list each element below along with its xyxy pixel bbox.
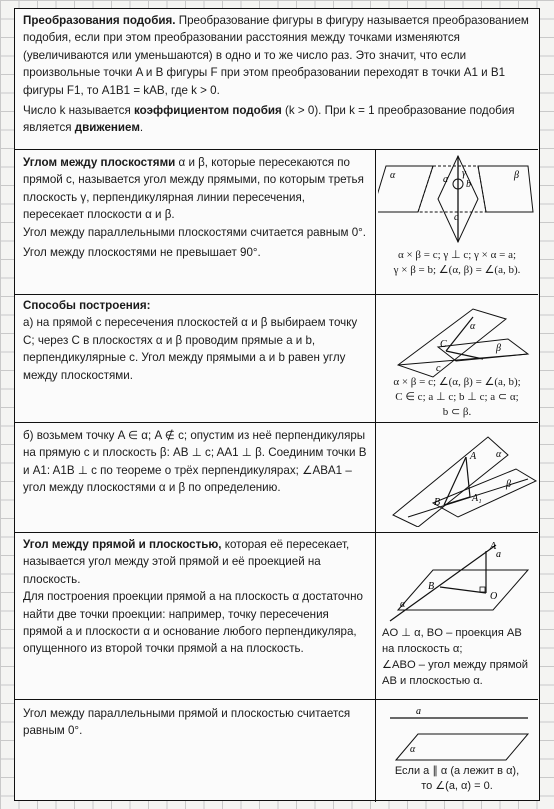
reference-card bbox=[14, 8, 540, 801]
svg-text:a: a bbox=[416, 706, 421, 717]
svg-text:c: c bbox=[454, 212, 459, 223]
planes-text bbox=[23, 154, 368, 261]
planes-diagram bbox=[378, 154, 538, 249]
svg-text:α: α bbox=[470, 321, 476, 332]
construction-a-caption-line1: α × β = c; ∠(α, β) = ∠(a, b); bbox=[393, 376, 521, 388]
parallel-body: Угол между параллельными прямой и плоскостью считается равным 0°. bbox=[23, 707, 351, 738]
construction-a-text bbox=[23, 297, 371, 384]
svg-text:a: a bbox=[496, 549, 501, 560]
planes-definition bbox=[23, 154, 368, 224]
construction-b-figure bbox=[375, 423, 538, 533]
line-plane-caption-line1: AO ⊥ α, BO – проекция AB на плоскость α; bbox=[382, 627, 522, 655]
svg-text:γ: γ bbox=[462, 168, 466, 179]
line-plane-definition bbox=[23, 536, 371, 588]
svg-text:B: B bbox=[434, 497, 441, 508]
svg-text:A: A bbox=[470, 451, 477, 462]
svg-text:α: α bbox=[496, 449, 502, 460]
planes-title: Углом между плоскостями bbox=[23, 156, 176, 169]
parallel-figure bbox=[375, 700, 538, 802]
section-construction-b bbox=[15, 422, 538, 532]
svg-text:β: β bbox=[514, 170, 519, 181]
svg-text:O: O bbox=[490, 591, 498, 602]
coef-text-a: Число k называется bbox=[23, 104, 131, 118]
construction-a-figure bbox=[375, 295, 538, 423]
section-angle-between-planes bbox=[15, 149, 538, 294]
section-construction-a bbox=[15, 294, 538, 422]
svg-text:A₁: A₁ bbox=[472, 493, 482, 504]
construction-b-diagram bbox=[378, 427, 538, 527]
planes-parallel-note: Угол между параллельными плоскостями считается равным 0°. bbox=[23, 225, 367, 239]
planes-body: α и β, которые пересекаются по прямой c, называется угол между прямыми, по которым третья плоскость γ, перпендикулярная линии пересечения, пересекает плоскости α и β. bbox=[23, 156, 364, 222]
similarity-text bbox=[23, 12, 531, 137]
parallel-caption bbox=[378, 764, 536, 794]
line-plane-caption bbox=[382, 625, 532, 689]
planes-caption-line1: α × β = c; γ ⊥ c; γ × α = a; bbox=[397, 249, 517, 261]
construction-a-caption-line3: b ⊂ β. bbox=[442, 406, 472, 418]
svg-text:β: β bbox=[506, 479, 511, 490]
similarity-body: Преобразование фигуры в фигуру называется преобразованием подобия, если при этом преобразовании расстояния между точками изменяются (увеличиваются или уменьшаются) в одно и то же число раз. Это значит, что если произвольные точки A и B фигуры F при этом преобразовании переходят в точки A1 и B1 фигуры F1, то A1B1 = kAB, где k > 0. bbox=[23, 14, 529, 97]
parallel-caption-line1: Если a ∥ α (a лежит в α), bbox=[394, 765, 520, 777]
section-parallel-line-plane bbox=[15, 699, 538, 801]
coef-end: . bbox=[139, 121, 144, 135]
planes-figure bbox=[375, 150, 538, 295]
coef-text-b: (k > 0). При k = 1 преобразование подобия является bbox=[23, 104, 515, 135]
line-plane-diagram bbox=[378, 535, 538, 625]
line-plane-title: Угол между прямой и плоскостью, bbox=[23, 538, 222, 551]
construction-b-text bbox=[23, 427, 371, 497]
planes-caption bbox=[378, 248, 536, 278]
svg-text:α: α bbox=[410, 744, 416, 755]
line-plane-text bbox=[23, 536, 371, 658]
construction-a-caption-line2: C ∈ c; a ⊥ c; b ⊥ c; a ⊂ α; bbox=[395, 391, 519, 403]
svg-text:a: a bbox=[443, 174, 448, 185]
motion-term: движением bbox=[74, 121, 140, 135]
parallel-diagram bbox=[378, 702, 538, 764]
line-plane-caption-line2: ∠ABO – угол между прямой AB и плоскостью α. bbox=[382, 659, 529, 687]
planes-caption-line2: γ × β = b; ∠(α, β) = ∠(a, b). bbox=[393, 264, 521, 276]
svg-text:α: α bbox=[390, 170, 396, 181]
line-plane-figure bbox=[375, 533, 538, 700]
line-plane-body: которая её пересекает, называется угол между этой прямой и её проекцией на плоскость. bbox=[23, 538, 350, 586]
coef-term: коэффициентом подобия bbox=[133, 104, 282, 118]
section-line-plane-angle bbox=[15, 532, 538, 699]
svg-text:C: C bbox=[440, 339, 447, 350]
construction-a-diagram bbox=[378, 299, 538, 379]
svg-text:β: β bbox=[496, 343, 501, 354]
construction-b-body: б) возьмем точку A ∈ α; A ∉ c; опустим из неё перпендикуляры на прямую c и плоскость β: AB ⊥ c; AA1 ⊥ β. Соединим точки B и A1: A1B ⊥ c по теореме о трёх перпендикулярах; ∠ABA1 – угол между плоскостями α и β по определению. bbox=[23, 429, 367, 495]
similarity-definition bbox=[23, 12, 531, 99]
construction-a-caption bbox=[378, 375, 536, 420]
parallel-text bbox=[23, 705, 371, 740]
construction-a-body: а) на прямой c пересечения плоскостей α и β выбираем точку C; через C в плоскостях α и β проводим прямые a и b, перпендикулярные c. Угол между прямыми a и b равен углу между плоскостями. bbox=[23, 316, 358, 382]
svg-text:α: α bbox=[400, 599, 406, 610]
svg-text:b: b bbox=[466, 179, 471, 190]
svg-text:B: B bbox=[428, 581, 435, 592]
section-similarity bbox=[15, 9, 538, 149]
planes-max-note: Угол между плоскостями не превышает 90°. bbox=[23, 246, 261, 260]
similarity-title: Преобразования подобия. bbox=[23, 14, 176, 27]
construction-heading: Способы построения: bbox=[23, 299, 151, 312]
similarity-coefficient bbox=[23, 102, 531, 137]
svg-text:A: A bbox=[490, 541, 497, 552]
svg-text:c: c bbox=[436, 363, 441, 374]
line-plane-construction: Для построения проекции прямой a на плоскость α достаточно найти две точки проекции: например, точку пересечения прямой a и плоскости α и основание любого перпендикуляра, опущенного из второй точки прямой a на плоскость. bbox=[23, 590, 363, 656]
parallel-caption-line2: то ∠(a, α) = 0. bbox=[421, 780, 493, 792]
